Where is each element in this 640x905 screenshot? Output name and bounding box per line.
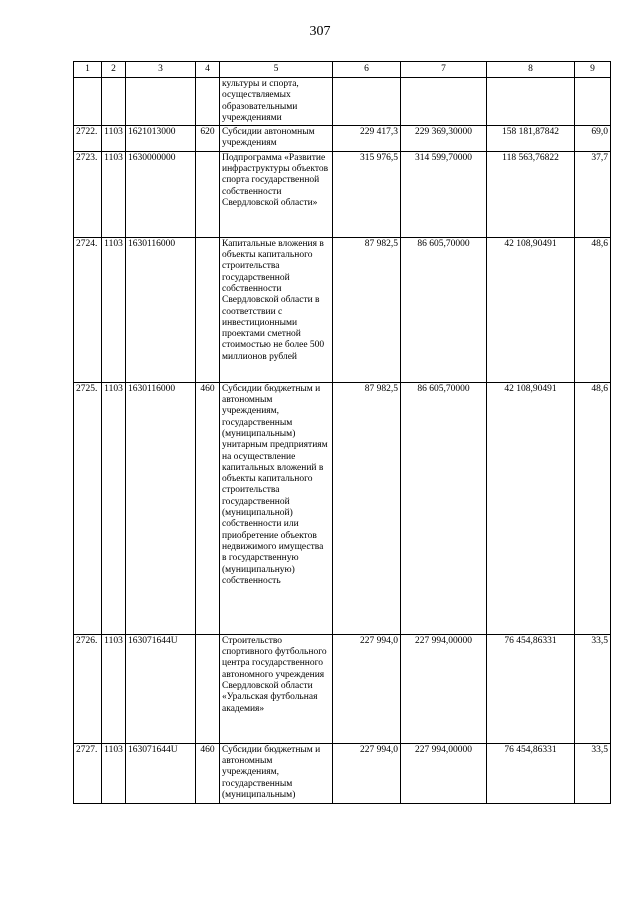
revised-amount: 314 599,70000 [401,151,487,237]
revised-amount: 86 605,70000 [401,382,487,634]
execution-percent: 37,7 [575,151,611,237]
executed-amount: 158 181,87842 [487,126,575,152]
table-row [74,237,611,382]
section-code: 1103 [102,382,126,634]
section-code: 1103 [102,237,126,382]
item-name: Субсидии автономным учреждениям [220,126,333,152]
table-row [74,743,611,803]
execution-percent: 48,6 [575,237,611,382]
expense-code [196,78,220,126]
expense-code: 620 [196,126,220,152]
expense-code: 460 [196,743,220,803]
execution-percent: 33,5 [575,743,611,803]
section-code: 1103 [102,634,126,743]
executed-amount: 76 454,86331 [487,634,575,743]
executed-amount [487,78,575,126]
header-cell: 3 [126,62,196,78]
item-name: Строительство спортивного футбольного центра государственного автономного учреждения Свердловской области «Уральская футбольная академия» [220,634,333,743]
section-code: 1103 [102,126,126,152]
section-code [102,78,126,126]
target-code: 163071644U [126,634,196,743]
expense-code [196,634,220,743]
executed-amount: 42 108,90491 [487,237,575,382]
header-cell: 6 [333,62,401,78]
approved-amount: 227 994,0 [333,743,401,803]
row-number: 2725. [74,382,102,634]
execution-percent: 69,0 [575,126,611,152]
executed-amount: 42 108,90491 [487,382,575,634]
item-name: Капитальные вложения в объекты капитального строительства государственной собственности Свердловской области в соответствии с инвестиционными проектами сметной стоимостью не более 500 миллионов рублей [220,237,333,382]
expense-code [196,237,220,382]
execution-percent [575,78,611,126]
executed-amount: 118 563,76822 [487,151,575,237]
item-name: Подпрограмма «Развитие инфраструктуры объектов спорта государственной собственности Свердловской области» [220,151,333,237]
row-number: 2726. [74,634,102,743]
section-code: 1103 [102,151,126,237]
revised-amount: 86 605,70000 [401,237,487,382]
approved-amount: 87 982,5 [333,237,401,382]
row-number [74,78,102,126]
header-cell: 1 [74,62,102,78]
section-code: 1103 [102,743,126,803]
approved-amount: 227 994,0 [333,634,401,743]
table-row [74,78,611,126]
target-code [126,78,196,126]
table-row [74,126,611,152]
approved-amount: 315 976,5 [333,151,401,237]
item-name: Субсидии бюджетным и автономным учреждениям, государственным (муниципальным) [220,743,333,803]
expense-code: 460 [196,382,220,634]
approved-amount [333,78,401,126]
revised-amount: 227 994,00000 [401,634,487,743]
target-code: 1630116000 [126,237,196,382]
header-cell: 8 [487,62,575,78]
budget-table [73,61,611,804]
approved-amount: 87 982,5 [333,382,401,634]
revised-amount: 229 369,30000 [401,126,487,152]
header-cell: 9 [575,62,611,78]
expense-code [196,151,220,237]
row-number: 2727. [74,743,102,803]
target-code: 1630116000 [126,382,196,634]
execution-percent: 33,5 [575,634,611,743]
approved-amount: 229 417,3 [333,126,401,152]
header-cell: 2 [102,62,126,78]
revised-amount [401,78,487,126]
execution-percent: 48,6 [575,382,611,634]
header-cell: 7 [401,62,487,78]
executed-amount: 76 454,86331 [487,743,575,803]
table-row [74,382,611,634]
page-number: 307 [309,24,331,39]
row-number: 2724. [74,237,102,382]
table-header [74,62,611,78]
item-name: Субсидии бюджетным и автономным учреждениям, государственным (муниципальным) унитарным предприятиям на осуществление капитальных вложений в объекты капитального строительства государственной (муниципальной) собственности или приобретение объектов недвижимого имущества в государственную (муниципальную) собственность [220,382,333,634]
target-code: 1630000000 [126,151,196,237]
header-cell: 4 [196,62,220,78]
item-name: культуры и спорта, осуществляемых образовательными учреждениями [220,78,333,126]
target-code: 1621013000 [126,126,196,152]
table-row [74,634,611,743]
row-number: 2723. [74,151,102,237]
row-number: 2722. [74,126,102,152]
header-cell: 5 [220,62,333,78]
revised-amount: 227 994,00000 [401,743,487,803]
table-row [74,151,611,237]
target-code: 163071644U [126,743,196,803]
